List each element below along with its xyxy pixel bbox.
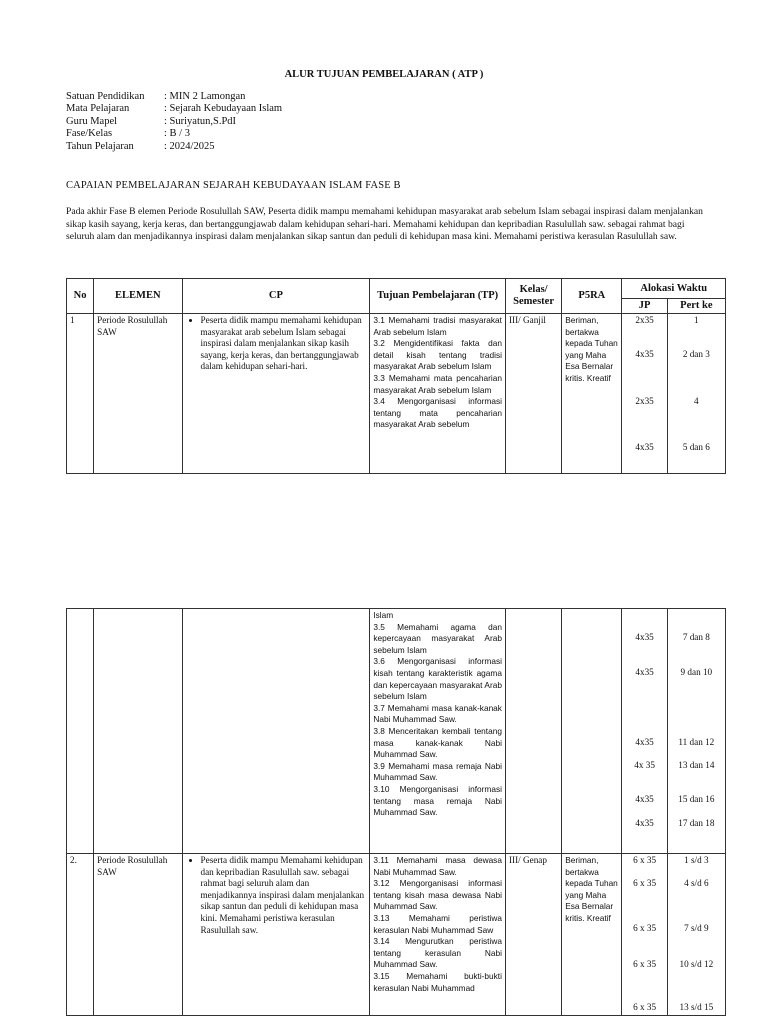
jp-value: 4x35 bbox=[635, 349, 654, 359]
pert-value: 1 bbox=[694, 315, 699, 325]
meta-value: : Sejarah Kebudayaan Islam bbox=[164, 103, 283, 115]
row-pert bbox=[667, 609, 725, 854]
row-kelas-continued bbox=[505, 609, 561, 854]
meta-label: Mata Pelajaran bbox=[66, 103, 130, 115]
row-cp-continued bbox=[182, 609, 370, 854]
jp-value: 6 x 35 bbox=[633, 855, 657, 865]
row-p5ra: Beriman, bertakwa kepada Tuhan yang Maha Esa Bernalar kritis. Kreatif bbox=[562, 314, 622, 474]
jp-value: 6 x 35 bbox=[633, 878, 657, 888]
jp-value: 4x35 bbox=[635, 632, 654, 642]
meta-value: : 2024/2025 bbox=[164, 140, 215, 152]
pert-value: 15 dan 16 bbox=[678, 794, 715, 804]
header-alokasi: Alokasi Waktu bbox=[622, 279, 726, 299]
tp-item: 3.6 Mengorganisasi informasi kisah tentang karakteristik agama dan kepercayaan masyarakat Arab sebelum Islam bbox=[373, 656, 502, 702]
row-no-continued bbox=[67, 609, 94, 854]
jp-value: 4x35 bbox=[635, 442, 654, 452]
meta-row bbox=[66, 91, 282, 103]
meta-label: Guru Mapel bbox=[66, 115, 118, 127]
jp-value: 4x35 bbox=[635, 818, 654, 828]
jp-value: 6 x 35 bbox=[633, 1002, 657, 1012]
row-no: 1 bbox=[67, 314, 94, 474]
row-jp bbox=[622, 609, 667, 854]
row-no: 2. bbox=[67, 854, 94, 1016]
cp-heading: CAPAIAN PEMBELAJARAN SEJARAH KEBUDAYAAN ISLAM FASE B bbox=[66, 180, 401, 191]
document-title: ALUR TUJUAN PEMBELAJARAN ( ATP ) bbox=[284, 69, 484, 80]
header-cp: CP bbox=[182, 279, 370, 314]
tp-item: 3.10 Mengorganisasi informasi tentang masa remaja Nabi Muhammad Saw. bbox=[373, 783, 502, 818]
row-kelas: III/ Genap bbox=[505, 854, 561, 1016]
meta-value: : B / 3 bbox=[164, 128, 190, 140]
pert-value: 4 bbox=[694, 396, 699, 406]
identity-block bbox=[66, 91, 282, 153]
header-elemen: ELEMEN bbox=[94, 279, 182, 314]
row-pert bbox=[667, 854, 725, 1016]
tp-item: 3.13 Memahami peristiwa kerasulan Nabi Muhammad Saw bbox=[373, 912, 502, 935]
tp-item: 3.12 Mengorganisasi informasi tentang kisah masa dewasa Nabi Muhammad Saw. bbox=[373, 878, 502, 912]
tp-item: 3.4 Mengorganisasi informasi tentang mata pencaharian masyarakat Arab sebelum bbox=[373, 396, 502, 430]
tp-item: 3.5 Memahami agama dan kepercayaan masyarakat Arab sebelum Islam bbox=[373, 621, 502, 655]
row-elemen: Periode Rosulullah SAW bbox=[94, 854, 182, 1016]
table-row bbox=[67, 854, 726, 1016]
row-cp bbox=[182, 314, 370, 474]
meta-row bbox=[66, 116, 282, 128]
atp-table-page-2 bbox=[66, 608, 726, 1016]
meta-row bbox=[66, 128, 282, 140]
tp-item: 3.11 Memahami masa dewasa Nabi Muhammad Saw. bbox=[373, 855, 502, 877]
tp-item: Islam bbox=[373, 610, 394, 620]
header-pert: Pert ke bbox=[667, 299, 725, 314]
tp-item: 3.9 Memahami masa remaja Nabi Muhammad Saw. bbox=[373, 760, 502, 783]
row-elemen-continued bbox=[94, 609, 182, 854]
row-cp bbox=[182, 854, 370, 1016]
jp-value: 4x35 bbox=[635, 794, 654, 804]
header-jp: JP bbox=[622, 299, 667, 314]
row-pert bbox=[667, 314, 725, 474]
row-elemen: Periode Rosulullah SAW bbox=[94, 314, 182, 474]
row-jp bbox=[622, 314, 667, 474]
jp-value: 6 x 35 bbox=[633, 959, 657, 969]
header-row bbox=[67, 279, 726, 299]
cp-bullet: • Peserta didik mampu memahami kehidupan masyarakat arab sebelum Islam sebagai inspirasi dalam menjalankan sikap kasih sayang, kerja keras, dan bertanggungjawab dalam kehidupan sehari-hari. bbox=[201, 315, 367, 373]
pert-value: 10 s/d 12 bbox=[679, 959, 714, 969]
row-tp bbox=[370, 854, 506, 1016]
pert-value: 7 dan 8 bbox=[682, 632, 710, 642]
pert-value: 9 dan 10 bbox=[680, 667, 713, 677]
pert-value: 1 s/d 3 bbox=[684, 855, 709, 865]
tp-item: 3.7 Memahami masa kanak-kanak Nabi Muhammad Saw. bbox=[373, 702, 502, 725]
meta-value: : Suriyatun,S.PdI bbox=[164, 115, 237, 127]
row-tp bbox=[370, 314, 506, 474]
tp-item: 3.3 Memahami mata pencaharian masyarakat Arab sebelum Islam bbox=[373, 372, 502, 395]
header-tp: Tujuan Pembelajaran (TP) bbox=[370, 279, 506, 314]
jp-value: 4x 35 bbox=[634, 760, 655, 770]
row-kelas: III/ Ganjil bbox=[505, 314, 561, 474]
cp-paragraph: Pada akhir Fase B elemen Periode Rosulullah SAW, Peserta didik mampu memahami kehidupan masyarakat arab sebelum Islam sebagai inspirasi dalam menjalankan sikap kasih sayang, kerja keras, dan bertanggungjawab dalam kehidupan sehari-hari. Memahami kehidupan dan kepribadian Rasulullah saw. sebagai rahmat bagi seluruh alam dan menjadikannya inspirasi dalam menjalankan sikap santun dan peduli di kehidupan masa kini. Memahami peristiwa kerasulan Rasulullah saw. bbox=[66, 206, 703, 243]
cp-bullet: • Peserta didik mampu Memahami kehidupan dan kepribadian Rasulullah saw. sebagai rahmat bagi seluruh alam dan menjadikannya inspirasi dalam menjalankan sikap santun dan peduli di kehidupan masa kini. Memahami peristiwa kerasulan Rasulullah saw. bbox=[201, 855, 367, 936]
meta-row bbox=[66, 103, 282, 115]
pert-value: 11 dan 12 bbox=[678, 737, 715, 747]
tp-item: 3.8 Menceritakan kembali tentang masa kanak-kanak Nabi Muhammad Saw. bbox=[373, 725, 502, 760]
row-p5ra-continued bbox=[562, 609, 622, 854]
row-jp bbox=[622, 854, 667, 1016]
tp-item: 3.1 Memahami tradisi masyarakat Arab sebelum Islam bbox=[373, 315, 502, 337]
header-kelas: Kelas/ Semester bbox=[505, 279, 561, 314]
pert-value: 17 dan 18 bbox=[678, 818, 715, 828]
meta-label: Fase/Kelas bbox=[66, 128, 113, 140]
pert-value: 4 s/d 6 bbox=[684, 878, 709, 888]
jp-value: 4x35 bbox=[635, 667, 654, 677]
atp-table-page-1 bbox=[66, 278, 726, 474]
table-row bbox=[67, 314, 726, 474]
pert-value: 13 dan 14 bbox=[678, 760, 715, 770]
pert-value: 2 dan 3 bbox=[682, 349, 710, 359]
jp-value: 4x35 bbox=[635, 737, 654, 747]
header-p5ra: P5RA bbox=[562, 279, 622, 314]
meta-row bbox=[66, 141, 282, 153]
tp-item: 3.2 Mengidentifikasi fakta dan detail kisah tentang tradisi masyarakat Arab sebelum Islam bbox=[373, 338, 502, 372]
row-tp bbox=[370, 609, 506, 854]
header-no: No bbox=[67, 279, 94, 314]
pert-value: 5 dan 6 bbox=[682, 442, 710, 452]
jp-value: 2x35 bbox=[635, 315, 654, 325]
meta-label: Satuan Pendidikan bbox=[66, 91, 145, 102]
pert-value: 7 s/d 9 bbox=[684, 923, 709, 933]
table-row bbox=[67, 609, 726, 854]
row-p5ra: Beriman, bertakwa kepada Tuhan yang Maha Esa Bernalar kritis. Kreatif bbox=[562, 854, 622, 1016]
tp-item: 3.15 Memahami bukti-bukti kerasulan Nabi Muhammad bbox=[373, 970, 502, 993]
jp-value: 6 x 35 bbox=[633, 923, 657, 933]
meta-value: : MIN 2 Lamongan bbox=[164, 91, 246, 102]
tp-item: 3.14 Mengurutkan peristiwa tentang kerasulan Nabi Muhammad Saw. bbox=[373, 936, 502, 970]
pert-value: 13 s/d 15 bbox=[679, 1002, 714, 1012]
meta-label: Tahun Pelajaran bbox=[66, 140, 134, 152]
jp-value: 2x35 bbox=[635, 396, 654, 406]
